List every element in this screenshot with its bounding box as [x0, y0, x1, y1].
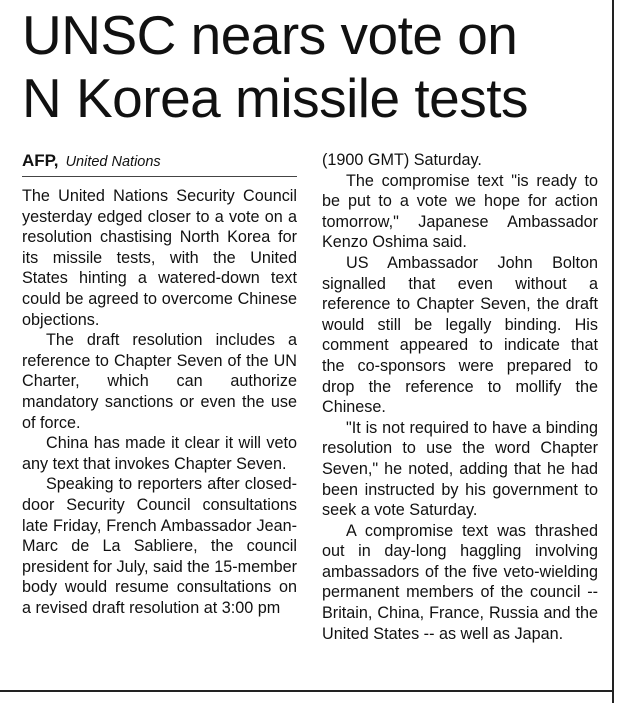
paragraph: US Ambassador John Bolton signalled that even without a reference to Chapter Seven, the draft would still be legally binding. His comment appeared to indicate that the co-sponsors were prepared to drop the reference to mollify the Chinese. — [322, 253, 598, 417]
page-border-right — [612, 0, 614, 703]
headline-line-1: UNSC nears vote on — [22, 4, 518, 66]
paragraph: The compromise text "is ready to be put to a vote we hope for action tomorrow," Japanese Ambassador Kenzo Oshima said. — [322, 171, 598, 252]
page-border-bottom — [0, 690, 614, 692]
headline — [22, 4, 607, 130]
headline-line-2: N Korea missile tests — [22, 67, 529, 129]
paragraph: A compromise text was thrashed out in day-long haggling involving ambassadors of the five veto-wielding permanent members of the council -- Britain, China, France, Russia and the United States -- as well as Japan. — [322, 521, 598, 643]
article-column-left — [22, 186, 297, 618]
paragraph: "It is not required to have a binding resolution to use the word Chapter Seven," he noted, adding that he had been instructed by his government to seek a vote Saturday. — [322, 418, 598, 520]
byline-divider — [22, 176, 297, 177]
byline-agency: AFP, — [22, 151, 59, 170]
paragraph: China has made it clear it will veto any text that invokes Chapter Seven. — [22, 434, 297, 473]
paragraph: Speaking to reporters after closed-door Security Council consultations late Friday, French Ambassador Jean-Marc de La Sabliere, the council president for July, said the 15-member body would resume consultations on a revised draft resolution at 3:00 pm — [22, 475, 298, 617]
paragraph: The United Nations Security Council yesterday edged closer to a vote on a resolution chastising North Korea for its missile tests, with the United States hinting a watered-down text could be agreed to overcome Chinese objections. — [22, 187, 297, 329]
article-column-right — [322, 150, 598, 644]
paragraph: (1900 GMT) Saturday. — [322, 151, 482, 169]
byline-place: United Nations — [65, 154, 161, 170]
byline — [22, 152, 302, 171]
paragraph: The draft resolution includes a reference to Chapter Seven of the UN Charter, which can authorize mandatory sanctions or even the use of force. — [22, 331, 297, 432]
